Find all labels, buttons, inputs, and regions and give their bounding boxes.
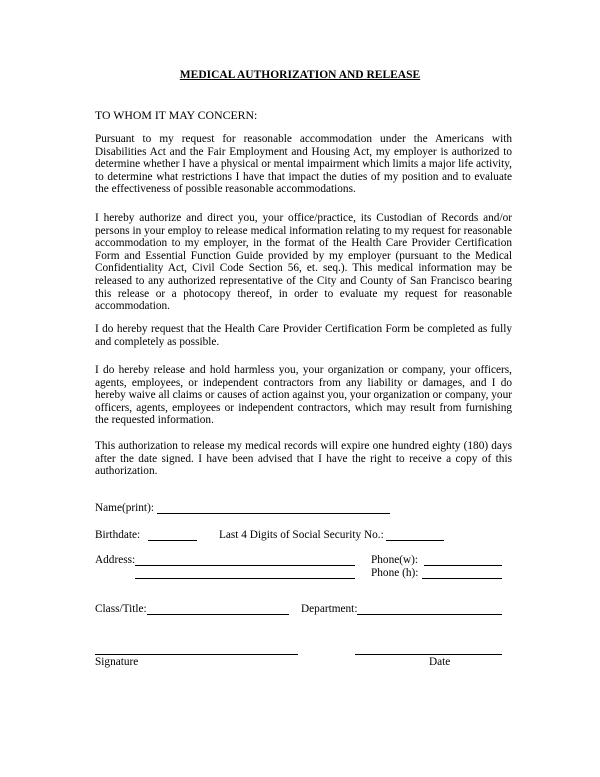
phone-home-field[interactable] [422,578,502,579]
department-label: Department: [301,603,358,615]
birthdate-field[interactable] [148,540,197,541]
paragraph-purpose: Pursuant to my request for reasonable accommodation under the Americans with Disabilities Act and the Fair Employment and Housing Act, my employer is authorized to determine whether I have a physical or mental impairment which limits a major life activity, to determine what restrictions I have that impact the duties of my position and to evaluate the effectiveness of possible reasonable accommodations. [95,133,512,196]
signature-label: Signature [95,656,139,668]
document-title: MEDICAL AUTHORIZATION AND RELEASE [179,69,421,81]
salutation: TO WHOM IT MAY CONCERN: [95,108,258,122]
paragraph-release: I do hereby release and hold harmless you, your organization or company, your officers, agents, employees, or independent contractors from any liability or damages, and I do hereby waive all claims or causes of action against you, your organization or company, your officers, agents, employees or independent contractors, which may result from furnishing the requested information. [95,364,512,427]
phone-work-field[interactable] [424,565,502,566]
phone-work-label: Phone(w): [371,554,419,566]
date-field[interactable] [355,654,502,655]
class-title-field[interactable] [147,614,289,615]
class-title-label: Class/Title: [95,603,147,615]
paragraph-expiration: This authorization to release my medical records will expire one hundred eighty (180) days after the date signed. I have been advised that I have the right to receive a copy of this authorization. [95,440,512,478]
phone-home-label: Phone (h): [371,567,419,579]
birthdate-label: Birthdate: [95,529,141,541]
address-field-line-2[interactable] [135,578,355,579]
paragraph-request: I do hereby request that the Health Care Provider Certification Form be completed as fully and completely as possible. [95,323,512,348]
signature-field[interactable] [95,654,298,655]
address-field-line-1[interactable] [135,565,355,566]
address-label: Address: [95,554,136,566]
date-label: Date [429,656,451,668]
ssn-label: Last 4 Digits of Social Security No.: [219,529,384,541]
name-label: Name(print): [95,502,154,514]
ssn-field[interactable] [386,540,444,541]
name-field[interactable] [157,513,390,514]
department-field[interactable] [357,614,502,615]
paragraph-authorization: I hereby authorize and direct you, your office/practice, its Custodian of Records and/or persons in your employ to release medical information relating to my request for reasonable accommodation to my employer, in the format of the Health Care Provider Certification Form and Essential Function Guide provided by my employer (pursuant to the Medical Confidentiality Act, Civil Code Section 56, et. seq.). This medical information may be released to any authorized representative of the City and County of San Francisco bearing this release or a photocopy thereof, in order to evaluate my request for reasonable accommodation. [95,212,512,313]
